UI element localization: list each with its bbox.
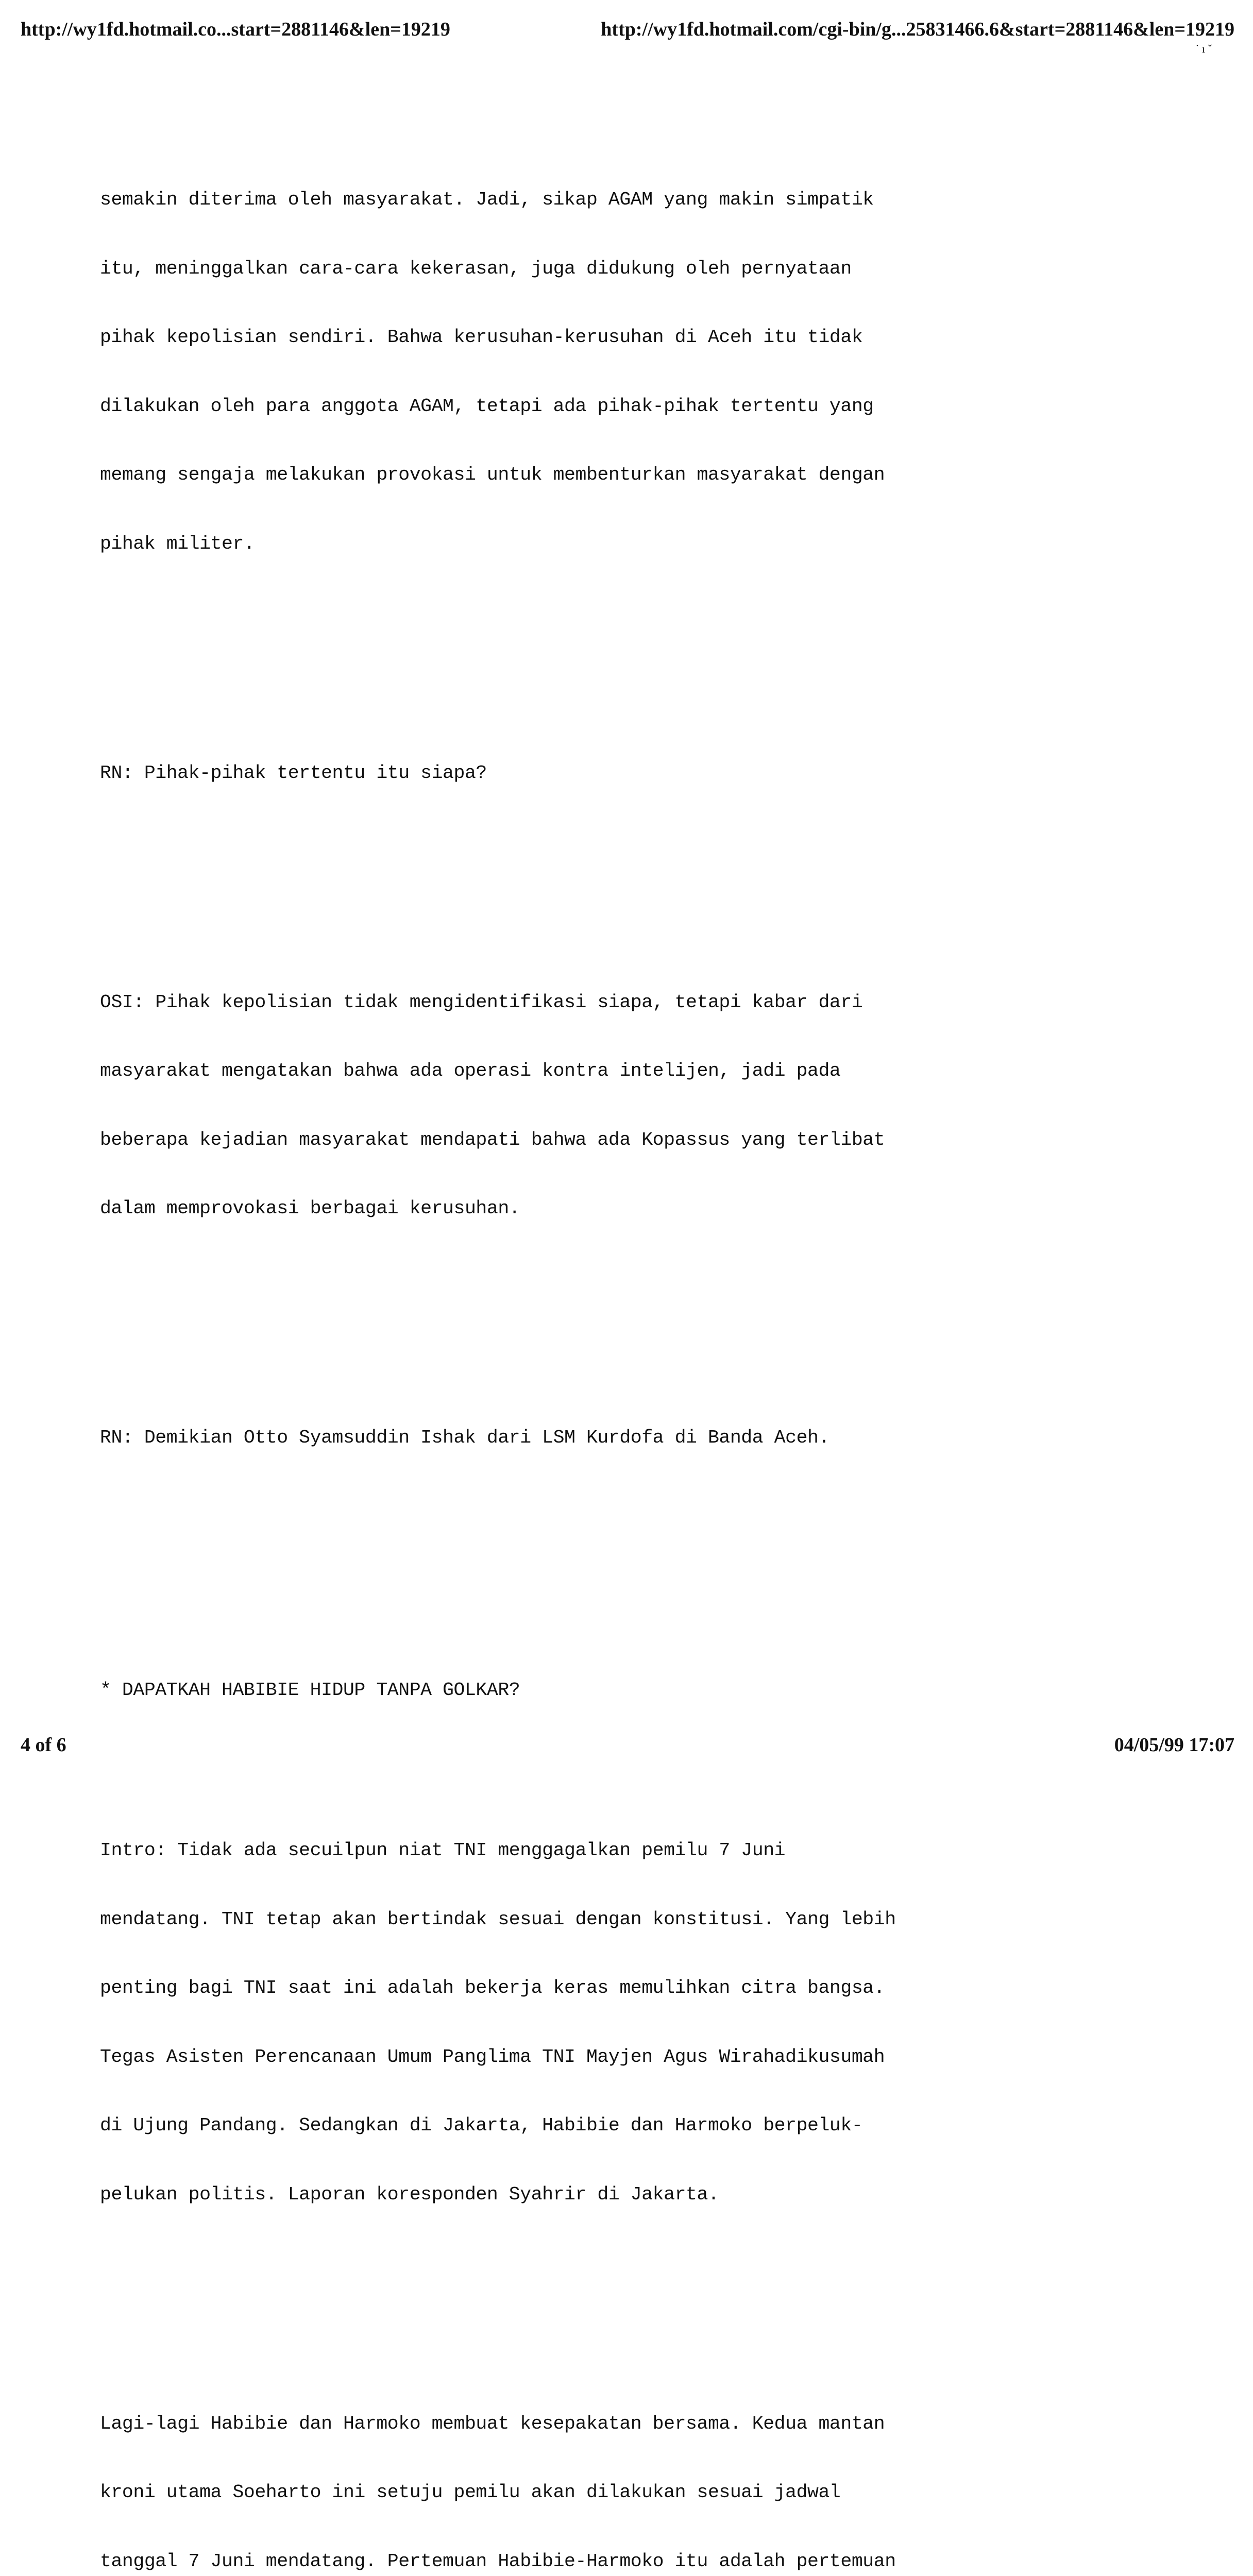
interviewer-question	[100, 716, 1058, 831]
article-headline	[100, 1633, 1058, 1748]
text-line: Tegas Asisten Perencanaan Umum Panglima TNI Mayjen Agus Wirahadikusumah	[100, 2046, 1058, 2069]
text-line: pihak militer.	[100, 533, 1058, 556]
intro-paragraph	[100, 1793, 1058, 2252]
article-body	[100, 97, 1058, 2576]
text-line: tanggal 7 Juni mendatang. Pertemuan Habibie-Harmoko itu adalah pertemuan	[100, 2550, 1058, 2573]
text-line: memang sengaja melakukan provokasi untuk membenturkan masyarakat dengan	[100, 464, 1058, 487]
text-line: di Ujung Pandang. Sedangkan di Jakarta, Habibie dan Harmoko berpeluk-	[100, 2114, 1058, 2138]
text-line: itu, meninggalkan cara-cara kekerasan, juga didukung oleh pernyataan	[100, 258, 1058, 281]
text-line: masyarakat mengatakan bahwa ada operasi kontra intelijen, jadi pada	[100, 1060, 1058, 1083]
header-url-right: http://wy1fd.hotmail.com/cgi-bin/g...25831466.6&start=2881146&len=19219	[601, 18, 1234, 41]
text-line: RN: Demikian Otto Syamsuddin Ishak dari LSM Kurdofa di Banda Aceh.	[100, 1427, 1058, 1450]
text-line: pelukan politis. Laporan koresponden Syahrir di Jakarta.	[100, 2183, 1058, 2207]
corner-mark: ˙ ı ˇ	[1195, 43, 1212, 55]
paragraph	[100, 2367, 1058, 2576]
text-line: dalam memprovokasi berbagai kerusuhan.	[100, 1197, 1058, 1221]
closing-line	[100, 1381, 1058, 1496]
text-line: pihak kepolisian sendiri. Bahwa kerusuhan-kerusuhan di Aceh itu tidak	[100, 326, 1058, 349]
text-line: kroni utama Soeharto ini setuju pemilu akan dilakukan sesuai jadwal	[100, 2481, 1058, 2504]
text-line: OSI: Pihak kepolisian tidak mengidentifikasi siapa, tetapi kabar dari	[100, 991, 1058, 1014]
text-line: Intro: Tidak ada secuilpun niat TNI menggagalkan pemilu 7 Juni	[100, 1839, 1058, 1862]
text-line: beberapa kejadian masyarakat mendapati bahwa ada Kopassus yang terlibat	[100, 1129, 1058, 1152]
header-url-left: http://wy1fd.hotmail.co...start=2881146&len=19219	[21, 18, 450, 41]
page-indicator: 4 of 6	[21, 1733, 66, 1757]
text-line: Lagi-lagi Habibie dan Harmoko membuat kesepakatan bersama. Kedua mantan	[100, 2413, 1058, 2436]
text-line: dilakukan oleh para anggota AGAM, tetapi ada pihak-pihak tertentu yang	[100, 395, 1058, 418]
headline-text: * DAPATKAH HABIBIE HIDUP TANPA GOLKAR?	[100, 1679, 1058, 1702]
interviewee-answer	[100, 945, 1058, 1266]
text-line: semakin diterima oleh masyarakat. Jadi, sikap AGAM yang makin simpatik	[100, 189, 1058, 212]
text-line: mendatang. TNI tetap akan bertindak sesuai dengan konstitusi. Yang lebih	[100, 1908, 1058, 1931]
paragraph	[100, 143, 1058, 601]
text-line: penting bagi TNI saat ini adalah bekerja keras memulihkan citra bangsa.	[100, 1977, 1058, 2000]
print-timestamp: 04/05/99 17:07	[1114, 1733, 1234, 1757]
text-line: RN: Pihak-pihak tertentu itu siapa?	[100, 762, 1058, 785]
